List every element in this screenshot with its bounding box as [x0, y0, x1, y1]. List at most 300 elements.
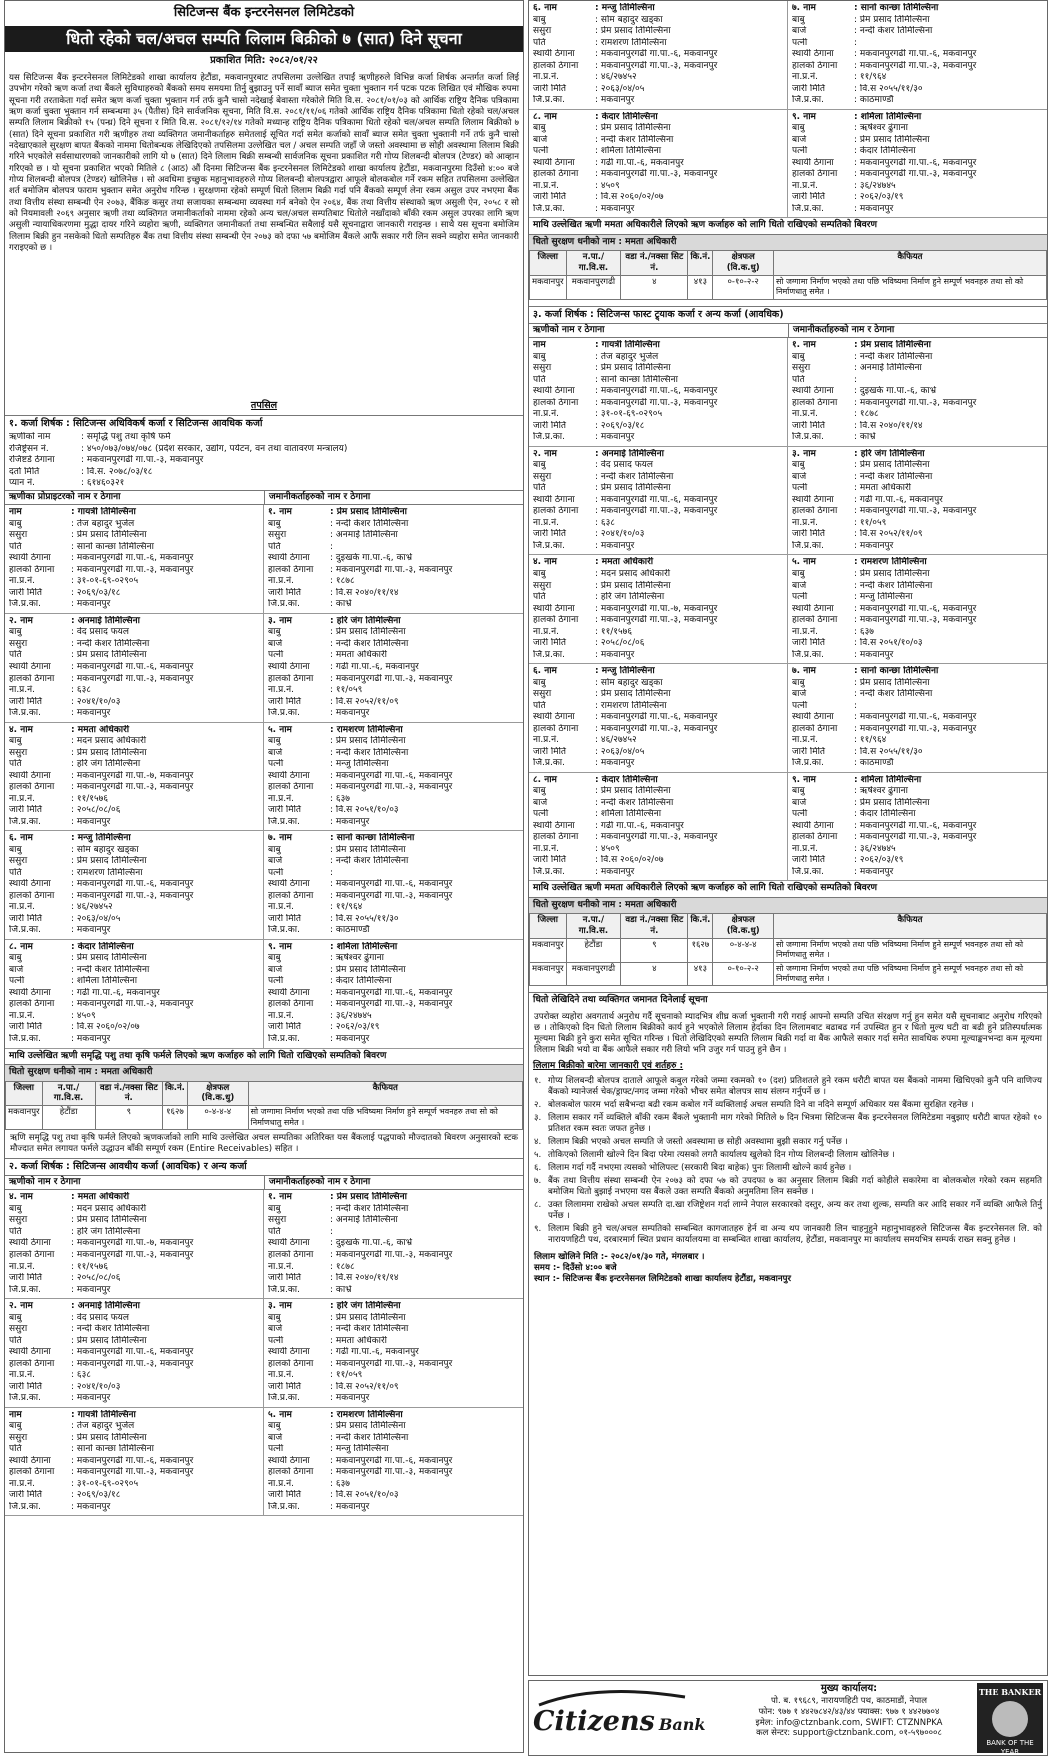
field-value: : शर्मिला तिमिल्सिना — [71, 976, 259, 988]
field-value: : नन्दी केशर तिमिल्सिना — [330, 1324, 519, 1336]
field-value: : मकवानपुरगढी गा.पा.-३, मकवानपुर — [71, 1250, 259, 1262]
section-2-owner-bar — [529, 234, 1047, 251]
field-value: : ३६/२४७४५ — [330, 1011, 519, 1023]
person-field-row — [533, 169, 783, 181]
field-value: : १८७८ — [854, 409, 1043, 421]
field-value: : मकवानपुर — [71, 817, 259, 829]
person-field-row — [9, 565, 259, 577]
field-label: हालको ठेगाना — [533, 615, 579, 626]
field-label: पत्नी — [9, 976, 25, 987]
person-field-row — [533, 747, 783, 759]
field-value: : मकवानपुरगढी गा.पा.-६, मकवानपुर — [854, 604, 1043, 616]
field-label: हालको ठेगाना — [268, 1250, 314, 1260]
field-value: : रामशरण तिमिल्सिना — [595, 38, 783, 50]
field-value: : गढी गा.पा.-६, मकवानपुर — [595, 158, 783, 170]
field-label: स्थायी ठेगाना — [9, 879, 51, 890]
owner-name: ममता अधिकारी — [101, 1067, 153, 1078]
table-cell: मकवानपुर — [530, 962, 567, 985]
field-value: : वि.स २०५१/१०/०३ — [854, 638, 1043, 650]
person-field-row — [9, 708, 259, 720]
field-value: : केदार तिमिल्सिना — [330, 976, 519, 988]
field-label: ससुरा — [9, 1215, 28, 1226]
person-field-row — [268, 736, 519, 748]
person-field-row — [9, 1238, 259, 1250]
person-field-row — [268, 856, 519, 868]
person-number: नाम — [533, 340, 546, 351]
person-name: : प्रेम प्रसाद तिमिल्सिना — [330, 507, 519, 519]
person-field-row — [9, 879, 259, 891]
person-field-row — [792, 123, 1043, 135]
term-number: ५. — [534, 1150, 542, 1161]
field-label: जारी मिति — [533, 855, 567, 866]
field-label: बाबु — [792, 351, 805, 362]
table-cell: ९ — [621, 939, 688, 962]
person-name-row — [792, 666, 1043, 678]
person-name-row — [792, 340, 1043, 352]
person-field-row — [533, 506, 783, 518]
field-label: जारी मिति — [533, 192, 567, 203]
person-field-row — [792, 506, 1043, 518]
section-2-property-table — [529, 250, 1047, 299]
field-label: स्थायी ठेगाना — [792, 386, 834, 397]
person-field-row — [9, 1502, 259, 1514]
field-label: जि.प्र.का. — [268, 1393, 300, 1404]
field-value: : ऋषेश्वर ढुंगाना — [854, 123, 1043, 135]
field-value: : मकवानपुर — [854, 541, 1043, 553]
field-value: : मकवानपुरगढी गा.पा.-३, मकवानपुर — [330, 1250, 519, 1262]
field-value: : नन्दी केशर तिमिल्सिना — [330, 639, 519, 651]
term-item — [534, 1100, 1042, 1111]
person-field-row — [792, 735, 1043, 747]
field-label: ना.प्र.नं. — [792, 180, 819, 191]
person-number: ६. नाम — [9, 833, 33, 844]
field-value: : मकवानपुरगढी गा.पा.-३, मकवानपुर — [854, 398, 1043, 410]
guarantor-notice-text: उपरोक्त व्यहोरा अवगतार्थ अनुरोध गर्दै सूचनाको म्यादभित्र शीघ्र कर्जा भुक्तानी गरी गराई आफ्नो सम्पति उचित संरक्षण गर्नु हुन समेत यसै सूचनाबाट अनुरोध गरिएको छ । तोकिएको दिन धितो लिलाम बिक्रीको कार्य हुने भएकोले लिलाम हेर्दाका दिन लिलामबाट बढाबढ गर्न उपस्थित हुन र धितो मुल्य घटी वा बढी हुने प्रतिस्पर्धात्मक मूल्यमा बिक्री हुने कुरा समेत सूचित गरिन्छ । धितो लेखिदिएको सम्पति लिलाम बिक्री गर्दा वा बैंक आफैले सकार गर्दा समेत सावधिक रुपमा मूल्याङ्कनभन्दा कम मूल्यमा लिलाम बिक्री भयो वा बैंक आफैले सकार गरी लियो भनि उजुर गर्न पाउनु हुने छैन । — [534, 1011, 1042, 1055]
field-value: : सानो कान्छा तिमिल्सिना — [595, 375, 783, 387]
field-value: : मकवानपुर — [854, 650, 1043, 662]
person-name-row — [533, 557, 783, 569]
borrower-info-row — [5, 432, 523, 444]
owner-name-3: ममता अधिकारी — [625, 899, 677, 910]
person-name-row — [268, 833, 519, 845]
field-label: ना.प्र.नं. — [533, 72, 560, 83]
table-cell: ९ — [95, 1106, 162, 1129]
person-field-row — [9, 697, 259, 709]
field-value: : मकवानपुर — [330, 1393, 519, 1405]
field-value: : मकवानपुर — [595, 650, 783, 662]
person-field-row — [9, 1467, 259, 1479]
person-field-row — [268, 1227, 519, 1239]
term-text: लिलाम बिक्री भएको अचल सम्पति जे जस्तो अवस्थामा छ सोही अवस्थामा बुझी सकार गर्नु पर्नेछ । — [548, 1137, 848, 1148]
person-name-row — [9, 725, 259, 737]
field-label: स्थायी ठेगाना — [792, 820, 834, 831]
table-cell: मकवानपुर — [530, 276, 567, 299]
field-label: स्थायी ठेगाना — [792, 603, 834, 614]
person-field-row — [533, 38, 783, 50]
award-seal-icon — [992, 1701, 1028, 1737]
person-card — [529, 773, 788, 882]
field-value: : प्रेम प्रसाद तिमिल्सिना — [595, 786, 783, 798]
field-label: ना.प्र.नं. — [9, 902, 36, 913]
field-value: : दुइखर्क गा.पा.-६, काभ्रे — [330, 1238, 519, 1250]
field-label: जि.प्र.का. — [792, 432, 824, 443]
field-value: : ४६/२७४५२ — [71, 902, 259, 914]
field-label: स्थायी ठेगाना — [9, 987, 51, 998]
field-value: : ११/९६४ — [854, 735, 1043, 747]
section-2-people — [5, 1190, 523, 1516]
term-text: लिलाम बिक्री हुने चल/अचल सम्पतिको सम्बन्धित कागजातहरु हेर्न वा अन्य थप जानकारी लिन चाहनुहुने महानुभावहरुले सिटिजन्स बैंक इन्टरनेसनल लि. को नारायणहिटी पथ, दरबारमार्ग स्थित प्रधान कार्यालयमा वा सम्बन्धित शाखा कार्यालय, हेटौंडा, मकवानपुर मा कार्यालय समयभित्र सम्पर्क राख्न सक्नु हुनेछ । — [548, 1224, 1042, 1246]
field-value: : २०५८/०८/०६ — [71, 805, 259, 817]
info-label: रजिष्टर्ड ठेगाना — [9, 455, 55, 466]
field-label: जारी मिति — [792, 855, 826, 866]
head-office-email: इमेल: info@ctznbank.com, SWIFT: CTZNNPKA — [755, 1717, 943, 1728]
person-card — [5, 1408, 264, 1517]
person-name: : ममता अधिकारी — [71, 725, 259, 737]
field-value: : ऋषेश्वर ढुंगाना — [854, 786, 1043, 798]
table-cell: १६२७ — [163, 1106, 188, 1129]
field-label: जि.प्र.का. — [533, 540, 565, 551]
field-value: : ११/१५७६ — [71, 1262, 259, 1274]
field-value: : प्रेम प्रसाद तिमिल्सिना — [71, 530, 259, 542]
borrower-header: ऋणीको नाम र ठेगाना — [9, 1176, 81, 1187]
field-value: : ११/०५९ — [330, 685, 519, 697]
field-label: ससुरा — [9, 747, 28, 758]
field-label: बाबु — [268, 953, 281, 964]
bank-name: सिटिजन्स बैंक इन्टरनेसनल लिमिटेडको — [173, 5, 355, 20]
guarantor-header-2: जमानीकर्ताहरुको नाम र ठेगाना — [264, 1176, 523, 1190]
person-card — [788, 773, 1047, 882]
person-card — [529, 555, 788, 664]
field-value: : मकवानपुरगढी गा.पा.-६, मकवानपुर — [854, 49, 1043, 61]
person-field-row — [533, 529, 783, 541]
person-field-row — [9, 542, 259, 554]
section-1-extra-note: ऋणि समृद्धि पशु तथा कृषि फर्मले लिएको ऋणकर्जाको लागि माथि उल्लेखित अचल सम्पतिका अतिरिक्त यस बैंकलाई पद्धपाको मौज्दातको बिवरण अनुसारको स्टक मौज्दात समेत लगायत फर्मले उद्धाउन बाँकी सम्पूर्ण रकम (Entire Receivables) सहित । — [10, 1132, 518, 1154]
person-field-row — [9, 1370, 259, 1382]
person-name-row — [268, 1192, 519, 1204]
field-label: जारी मिति — [268, 805, 302, 816]
table-header-cell: क्षेत्रफल (वि.क.धु) — [713, 914, 774, 939]
field-value: : मकवानपुर — [595, 95, 783, 107]
field-value: : प्रेम प्रसाद तिमिल्सिना — [595, 26, 783, 38]
term-number: ८. — [534, 1200, 542, 1211]
person-field-row — [792, 95, 1043, 107]
person-field-row — [533, 650, 783, 662]
person-field-row — [533, 495, 783, 507]
person-name-row — [9, 1192, 259, 1204]
field-label: जारी मिति — [9, 1022, 43, 1033]
field-value: : ६३७ — [330, 1479, 519, 1491]
field-label: ना.प्र.नं. — [792, 843, 819, 854]
field-value: : नन्दी केशर तिमिल्सिना — [854, 352, 1043, 364]
field-value: : ममता अधिकारी — [854, 483, 1043, 495]
field-value: : मकवानपुरगढी गा.पा.-३, मकवानपुर — [330, 674, 519, 686]
person-field-row — [533, 832, 783, 844]
term-text: लिलाम गर्दा गर्दै नभएमा त्यसको भोलिपल्ट (सरकारी बिदा बाहेक) पुनः लिलामी खोल्ने कार्य हुनेछ । — [548, 1163, 852, 1174]
field-label: बाबु — [268, 1421, 281, 1432]
person-field-row — [792, 483, 1043, 495]
field-label: जारी मिति — [533, 420, 567, 431]
field-label: स्थायी ठेगाना — [533, 386, 575, 397]
field-label: हालको ठेगाना — [792, 832, 838, 843]
field-label: स्थायी ठेगाना — [9, 770, 51, 781]
field-label: स्थायी ठेगाना — [268, 662, 310, 672]
field-label: ना.प्र.नं. — [9, 685, 36, 696]
field-label: जारी मिति — [9, 805, 43, 816]
section-2-headers — [5, 1175, 523, 1191]
field-label: ससुरा — [9, 856, 28, 867]
field-label: पति — [268, 541, 281, 552]
field-label: स्थायी ठेगाना — [268, 987, 310, 998]
field-value: : मकवानपुरगढी गा.पा.-६, मकवानपुर — [595, 49, 783, 61]
person-field-row — [533, 735, 783, 747]
field-label: स्थायी ठेगाना — [268, 879, 310, 890]
field-label: पति — [268, 1226, 281, 1237]
field-label: ना.प्र.नं. — [533, 409, 560, 420]
field-label: बाबु — [9, 953, 22, 964]
field-label: पति — [9, 1335, 22, 1346]
field-label: पत्नी — [792, 592, 808, 603]
intro-paragraph: यस सिटिजन्स बैंक इन्टरनेसनल लिमिटेडको शाखा कार्यालय हेटौंडा, मकवानपुरबाट तपसिलमा उल्लेखित तपाईं ऋणीहरुले विभिन्न कर्जा शिर्षक अन्तर्गत कर्जा लिई उपभोग गरेको ऋण कर्जा तथा बैंकले सुविधाहरुको बैंकको समय समयमा तिर्नु बुझाउनु पर्ने सावाँ ब्याज समेत चुक्ता भुक्तान गर्न पटक पटक लिखित एवं मौखिक रुपमा सूचना गरी तरताकेता गर्दा समेत ऋण कर्जा चुक्ता भुक्तान गर्न तर्फ कुनै चासो नदेखाई बेवास्ता गरेकोले मिति वि.स. २०८१/०१/०३ को आर्थिक राष्ट्रिय दैनिक पत्रिकामा ऋण कर्जा चुक्ता भुक्तान गर्न सम्बन्धमा ३५ (पैतीस) दिने सार्वजनिक सूचना, मिति वि.स. २०८१/११/०६ गतेको आर्थिक राष्ट्रिय दैनिक पत्रिकामा धितो रहेको चल/अचल सम्पति लिलाम बिक्रीको १५ (पन्ध्र) दिने सूचना र मिति वि.स. २०८१/१२/१४ गतेको मध्यान्ह राष्ट्रिय दैनिक पत्रिकामा धितो रहेको चल/अचल सम्पति लिलाम बिक्रीको ७ (सात) दिने सूचना प्रकाशित गरी ऋणीहरु तथा व्यक्तिगत जमानीकर्ताहरु समेतलाई सूचित गर्दा समेत कर्जाको सावाँ ब्याज समेत चुक्ता भुक्तानी गर्ने तर्फ कुनै चासो नदेखाएकाले सुरक्षण बापत बैंकको नाममा धितोबन्धक लेखिदिएको तपसिलमा उल्लेखित चल / अचल सम्पति जहाँ जे जस्तो अवस्थामा छ सोही अवस्थामा लिलाम बिक्री गरिने भएकोले सर्वसाधारणको जानकारीको लागि यो ७ (सात) दिने लिलाम बिक्री सम्बन्धी सार्वजनिक सूचना प्रकाशित गरी गोप्य शिलबन्दी बोलपत्र (टेण्डर) को आव्हान गरिएको छ । यो सूचना प्रकाशित भएको मितिले ८ (आठ) औं दिनमा सिटिजन्स बैंक इन्टरनेसनल लिमिटेडको शाखा कार्यालय हेटौंडा, मकवानपुरमा दिउँसो ४:०० बजे गोप्य शिलबन्दी बोलपत्र (टेण्डर) खोलिनेछ । सो अवधिमा इच्छुक महानुभावहरुले गोप्य शिलबन्दी बोलपत्रद्वारा आफूले बोलकबोल गर्ने रकम सहित तपसिलमा उल्लेखित शर्त बमोजिम बोलपत्र फाराम भुक्तान समेत अनुरोध गरिन्छ । सुरक्षणमा रहेको सम्पूर्ण धितो लिलाम बिक्री गर्दा पनि बैंकको सम्पूर्ण लेना रकम असुल उपर नभएमा बैंक तथा वित्तीय संस्था सम्बन्धी ऐन २०७३, बैंकिङ कसुर तथा सजायका सम्बन्धमा व्यवस्था गर्न बनेको ऐन २०६४, बैंक तथा वित्तीय संस्थाको ऋण असुली ऐन, २०५८ र सो को नियमावली २०६९ अनुसार ऋणी तथा व्यक्तिगत जमानीकर्ताको नाममा रहेको अन्य चल/अचल सम्पतिबाट धितोले नखाँदाको बाँकी रकम असुल उपरका लागि ऋण असुली न्यायाधिकरणमा मुद्धा दायर गरिने व्यहोरा ऋणी, व्यक्तिगत जमानीकर्ता तथा सम्बन्धित सबैलाई यसै सूचनाद्वारा जानकारी गराइन्छ । साथै यस सूचना बमोजिम लिलाम बिक्री हुन नसकेको धितो सम्पतिहरु बैंक तथा वित्तीय संस्था सम्बन्धी ऐन २०७३ को दफा ५७ बमोजिम बैंकले आफैं सकार गरी लिन सक्ने व्यहोरा समेत जानकारी गराइएको छ । — [9, 72, 519, 254]
person-field-row — [268, 965, 519, 977]
footer — [528, 1680, 1048, 1756]
owner-name-2: ममता अधिकारी — [625, 236, 677, 247]
person-field-row — [268, 685, 519, 697]
field-value: : अनमाई तिमिल्सिना — [854, 363, 1043, 375]
field-value: : काभ्रे — [854, 432, 1043, 444]
field-label: जारी मिति — [792, 83, 826, 94]
field-value: : मकवानपुरगढी गा.पा.-७, मकवानपुर — [595, 604, 783, 616]
field-label: स्थायी ठेगाना — [9, 553, 51, 564]
field-value: : मकवानपुरगढी गा.पा.-३, मकवानपुर — [595, 61, 783, 73]
field-label: हालको ठेगाना — [792, 506, 838, 517]
info-label: प्यान नं. — [9, 478, 35, 489]
field-value: : नन्दी केशर तिमिल्सिना — [854, 689, 1043, 701]
person-field-row — [792, 386, 1043, 398]
person-field-row — [792, 758, 1043, 770]
person-name: : अनमाई तिमिल्सिना — [71, 616, 259, 628]
person-field-row — [533, 352, 783, 364]
tapsil-heading: तपसिल — [250, 399, 278, 411]
field-label: पति — [533, 37, 546, 48]
person-card — [5, 1299, 264, 1408]
field-value: : २०६९/०३/१८ — [71, 588, 259, 600]
term-text: लिलाम सकार गर्ने व्यक्तिले बाँकी रकम बैंकले भुक्तानी माग गरेको मितिले ७ दिन भित्रमा सिटिजन्स बैंक इन्टरनेसनल लिमिटेडमा नबुझाए धरौटी बापत रहेको १० प्रतिशत रकम स्वतः जफत हुनेछ । — [548, 1113, 1042, 1135]
person-field-row — [9, 988, 259, 1000]
person-name: : सानो कान्छा तिमिल्सिना — [330, 833, 519, 845]
field-value: : मदन प्रसाद अधिकारी — [595, 569, 783, 581]
person-name: : रामशरण तिमिल्सिना — [330, 725, 519, 737]
table-header-cell: कि.नं. — [688, 914, 713, 939]
field-label: बाजे — [533, 797, 548, 808]
field-value: : ३१-०१-६९-०२९०५ — [71, 1479, 259, 1491]
field-value: : मकवानपुरगढी गा.पा.-७, मकवानपुर — [71, 1238, 259, 1250]
field-value: : मकवानपुरगढी गा.पा.-३, मकवानपुर — [595, 169, 783, 181]
field-label: स्थायी ठेगाना — [533, 820, 575, 831]
field-value: : ३६/२४७४५ — [854, 181, 1043, 193]
info-value: : वि.स. २०७८/०३/१८ — [81, 467, 519, 479]
field-value: : मकवानपुर — [330, 708, 519, 720]
field-value: : प्रेम प्रसाद तिमिल्सिना — [854, 15, 1043, 27]
person-field-row — [268, 1359, 519, 1371]
table-header-cell: कैफियत — [248, 1081, 522, 1106]
person-field-row — [268, 1011, 519, 1023]
field-value: : २०६९/०३/१८ — [595, 421, 783, 433]
field-label: जि.प्र.का. — [268, 1284, 300, 1295]
field-label: पति — [9, 650, 22, 661]
field-label: ना.प्र.नं. — [9, 1370, 36, 1381]
person-number: ३. नाम — [792, 448, 816, 459]
field-value: : हरि जंग तिमिल्सिना — [71, 1227, 259, 1239]
person-field-row — [268, 1444, 519, 1456]
person-field-row — [533, 786, 783, 798]
field-label: जारी मिति — [533, 83, 567, 94]
field-label: बाबु — [268, 844, 281, 855]
person-field-row — [792, 650, 1043, 662]
person-field-row — [268, 542, 519, 554]
table-cell: मकवानपुरगढी — [566, 276, 621, 299]
table-row — [530, 276, 1047, 299]
field-value: : मकवानपुर — [330, 1502, 519, 1514]
person-field-row — [268, 519, 519, 531]
field-label: बाजे — [792, 689, 807, 700]
person-name-row — [792, 775, 1043, 787]
person-field-row — [9, 588, 259, 600]
field-value: : मकवानपुरगढी गा.पा.-३, मकवानपुर — [71, 1359, 259, 1371]
person-card — [264, 1408, 523, 1517]
person-number: नाम — [9, 507, 22, 518]
person-name: : केदार तिमिल्सिना — [71, 942, 259, 954]
person-field-row — [9, 685, 259, 697]
person-field-row — [268, 1285, 519, 1297]
field-value: : मकवानपुरगढी गा.पा.-३, मकवानपुर — [595, 506, 783, 518]
table-remark-cell: सो जग्गामा निर्माण भएको तथा पछि भविष्यमा निर्माण हुने सम्पूर्ण भवनहरु तथा सो को निर्माणधातु समेत । — [248, 1106, 522, 1129]
table-cell: हेटौंडा — [42, 1106, 95, 1129]
field-label: स्थायी ठेगाना — [268, 770, 310, 781]
person-field-row — [268, 599, 519, 611]
field-value: : प्रेम प्रसाद तिमिल्सिना — [854, 135, 1043, 147]
person-field-row — [533, 181, 783, 193]
field-value: : २०६२/०३/१९ — [854, 855, 1043, 867]
field-value: : मकवानपुरगढी गा.पा.-६, मकवानपुर — [71, 662, 259, 674]
person-name: : प्रेम प्रसाद तिमिल्सिना — [330, 1192, 519, 1204]
section-1-borrower-info — [5, 432, 523, 490]
person-field-row — [268, 1421, 519, 1433]
section-2-collateral-note: माथि उल्लेखित ऋणी ममता अधिकारीले लिएको ऋण कर्जाहरु को लागि धितो राखिएको सम्पतिको बिवरण — [533, 220, 877, 231]
field-label: जि.प्र.का. — [533, 203, 565, 214]
field-value: : मकवानपुर — [71, 925, 259, 937]
field-label: स्थायी ठेगाना — [792, 712, 834, 723]
field-value: : २०६३/०४/०५ — [595, 747, 783, 759]
person-name: : हरि जंग तिमिल्सिना — [330, 1301, 519, 1313]
person-field-row — [9, 782, 259, 794]
field-value: : मकवानपुरगढी गा.पा.-३, मकवानपुर — [71, 1467, 259, 1479]
person-field-row — [268, 868, 519, 880]
head-office-phone: फोन: ९७७ १ ४४२७८४२/४३/४४ फ्याक्स: ९७७ १ ४४२७७०४ — [758, 1706, 940, 1717]
field-value: : अनमाई तिमिल्सिना — [330, 1215, 519, 1227]
field-label: हालको ठेगाना — [268, 890, 314, 901]
person-field-row — [533, 689, 783, 701]
person-field-row — [533, 844, 783, 856]
person-field-row — [533, 581, 783, 593]
person-card — [5, 831, 264, 940]
field-value: : नन्दी केशर तिमिल्सिना — [330, 1433, 519, 1445]
term-number: ४. — [534, 1137, 542, 1148]
person-field-row — [268, 879, 519, 891]
field-value: : प्रेम प्रसाद तिमिल्सिना — [595, 581, 783, 593]
person-field-row — [9, 999, 259, 1011]
field-label: बाजे — [268, 856, 283, 867]
auction-time: समय :- दिउँसो ४:०० बजे — [534, 1263, 617, 1274]
borrower-info-row — [5, 444, 523, 456]
person-field-row — [533, 409, 783, 421]
field-label: बाबु — [792, 786, 805, 797]
field-value: : मकवानपुरगढी गा.पा.-३, मकवानपुर — [71, 565, 259, 577]
person-number: ९. नाम — [792, 774, 816, 785]
person-name: : शर्मिला तिमिल्सिना — [854, 775, 1043, 787]
table-cell: ४१३ — [688, 962, 713, 985]
person-field-row — [533, 809, 783, 821]
person-field-row — [792, 375, 1043, 387]
field-value: : केदार तिमिल्सिना — [854, 809, 1043, 821]
field-value: : मकवानपुरगढी गा.पा.-३, मकवानपुर — [330, 999, 519, 1011]
table-cell: ४ — [621, 962, 688, 985]
field-label: जि.प्र.का. — [268, 708, 300, 719]
field-value: : ६३७ — [330, 794, 519, 806]
field-label: जारी मिति — [533, 746, 567, 757]
person-card — [264, 614, 523, 723]
person-card — [264, 831, 523, 940]
field-label: जारी मिति — [268, 913, 302, 924]
terms-title: लिलाम बिक्रीको बारेमा जानकारी एवं शर्तहरु : — [533, 1060, 684, 1071]
field-label: ना.प्र.नं. — [792, 72, 819, 83]
field-value: : मकवानपुर — [71, 1285, 259, 1297]
field-value: : प्रेम प्रसाद तिमिल्सिना — [71, 953, 259, 965]
field-value: : ममता अधिकारी — [330, 1336, 519, 1348]
field-label: हालको ठेगाना — [268, 673, 314, 684]
person-field-row — [792, 615, 1043, 627]
field-label: हालको ठेगाना — [792, 169, 838, 180]
field-value: : मदन प्रसाद अधिकारी — [71, 736, 259, 748]
person-field-row — [533, 867, 783, 879]
person-field-row — [9, 914, 259, 926]
award-title: THE BANKER — [978, 1687, 1042, 1697]
person-name-row — [533, 775, 783, 787]
term-item — [534, 1137, 1042, 1148]
field-value: : नन्दी केशर तिमिल्सिना — [71, 1324, 259, 1336]
field-label: जि.प्र.का. — [792, 540, 824, 551]
field-label: ना.प्र.नं. — [268, 576, 295, 587]
person-field-row — [268, 1347, 519, 1359]
person-name-row — [268, 1410, 519, 1422]
table-row — [530, 939, 1047, 962]
person-field-row — [268, 1433, 519, 1445]
field-label: पत्नी — [792, 700, 808, 711]
head-office-info — [729, 1683, 969, 1739]
person-card — [5, 614, 264, 723]
logo-text: Citizens — [533, 1706, 655, 1737]
person-field-row — [268, 1336, 519, 1348]
field-value: : प्रेम प्रसाद तिमिल्सिना — [71, 1336, 259, 1348]
guarantor-notice-title: धितो लेखिदिने तथा व्यक्तिगत जमानत दिनेलाई सूचना — [533, 995, 708, 1006]
person-field-row — [533, 758, 783, 770]
field-value: : मकवानपुर — [595, 204, 783, 216]
person-field-row — [792, 84, 1043, 96]
field-value: : ऋषेश्वर ढुंगाना — [330, 953, 519, 965]
field-value: : मकवानपुर — [595, 758, 783, 770]
table-header-cell: कि.नं. — [688, 251, 713, 276]
field-value — [330, 868, 519, 880]
field-value: : प्रेम प्रसाद तिमिल्सिना — [330, 965, 519, 977]
